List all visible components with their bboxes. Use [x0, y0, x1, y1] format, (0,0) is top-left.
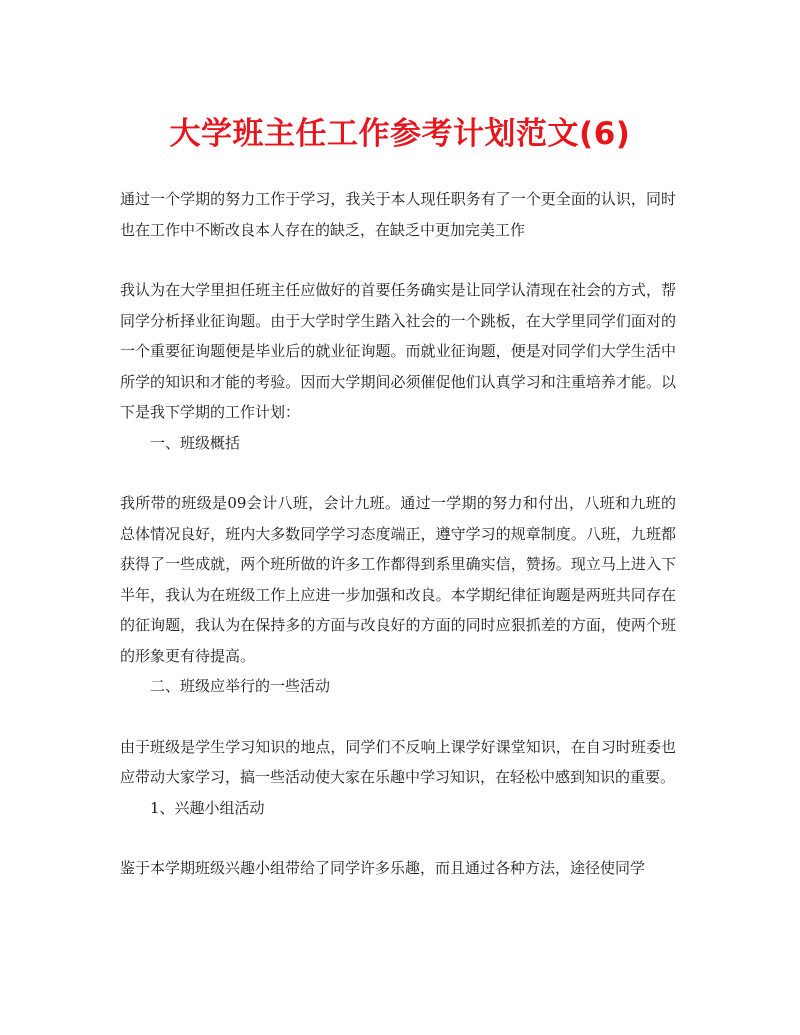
paragraph-activities: 由于班级是学生学习知识的地点，同学们不反响上课学好课堂知识，在自习时班委也应带动大家学习，搞一些活动使大家在乐趣中学习知识，在轻松中感到知识的重要。 — [120, 737, 676, 786]
paragraph-first-task: 我认为在大学里担任班主任应做好的首要任务确实是让同学认清现在社会的方式，帮同学分析择业征询题。由于大学时学生踏入社会的一个跳板，在大学里同学们面对的一个重要征询题便是毕业后的就业征询题。而就业征询题，便是对同学们大学生活中所学的知识和才能的考验。因而大学期间必须催促他们认真学习和注重培养才能。以下是我下学期的工作计划： — [120, 281, 676, 421]
paragraph-interest-groups: 鉴于本学期班级兴趣小组带给了同学许多乐趣，而且通过各种方法，途径使同学 — [120, 859, 646, 877]
subsection-heading-interest-groups: 1、兴趣小组活动 — [150, 798, 265, 817]
section-heading-activities: 二、班级应举行的一些活动 — [150, 677, 331, 695]
document-body — [120, 184, 676, 884]
document-title: 大学班主任工作参考计划范文(6) — [169, 116, 631, 152]
paragraph-intro: 通过一个学期的努力工作于学习，我关于本人现任职务有了一个更全面的认识，同时也在工作中不断改良本人存在的缺乏，在缺乏中更加完美工作 — [120, 190, 676, 239]
paragraph-class-overview: 我所带的班级是09会计八班，会计九班。通过一学期的努力和付出，八班和九班的总体情况良好，班内大多数同学学习态度端正，遵守学习的规章制度。八班，九班都获得了一些成就，两个班所做的许多工作都得到系里确实信，赞扬。现立马上进入下半年，我认为在班级工作上应进一步加强和改良。本学期纪律征询题是两班共同存在的征询题，我认为在保持多的方面与改良好的方面的同时应狠抓差的方面，使两个班的形象更有待提高。 — [120, 494, 676, 665]
section-heading-class-overview: 一、班级概括 — [150, 433, 241, 452]
